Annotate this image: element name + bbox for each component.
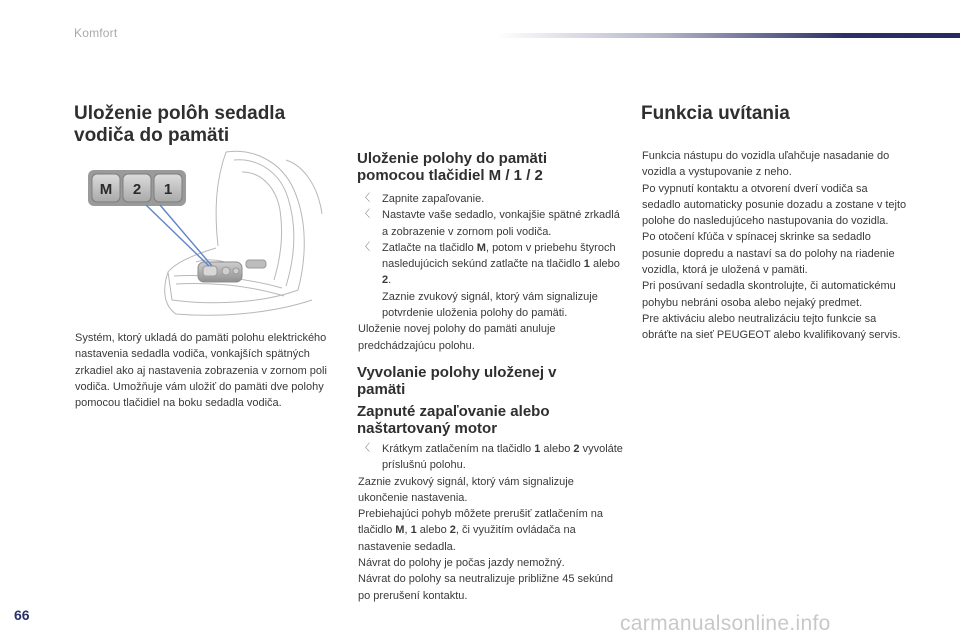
recall-step: 〈 Krátkym zatlačením na tlačidlo 1 alebo 2 vyvoláte príslušnú polohu. — [360, 443, 623, 472]
recall-text-3: Návrat do polohy je počas jazdy nemožný. — [358, 557, 565, 570]
seat-memory-illustration — [76, 150, 324, 318]
page-title-memory: Uloženie polôh sedadla vodiča do pamäti — [74, 103, 286, 146]
save-step-1: 〈 Zapnite zapaľovanie. — [358, 191, 623, 207]
welcome-paragraph: Pri posúvaní sedadla skontrolujte, či automatickému pohybu nebráni osoba alebo nejaký predmet. — [642, 280, 896, 309]
section-label: Komfort — [74, 26, 118, 40]
arrow-bullet-icon: 〈 — [360, 443, 370, 454]
save-step-2: 〈 Nastavte vaše sedadlo, vonkajšie spätné zrkadlá a zobrazenie v zornom poli vodiča. — [360, 209, 620, 238]
welcome-paragraph: Po vypnutí kontaktu a otvorení dverí vodiča sa sedadlo automaticky posunie dozadu a zostane v tejto polohe do nasledujúceho nastupovania do vozidla. — [642, 182, 907, 228]
arrow-bullet-icon: 〈 — [360, 193, 370, 204]
page-number: 66 — [14, 607, 30, 623]
save-heading: Uloženie polohy do pamäti pomocou tlačidiel M / 1 / 2 — [357, 150, 548, 184]
welcome-paragraph: Po otočení kľúča v spínacej skrinke sa sedadlo posunie dopredu a nastaví sa do polohy na riadenie vozidla, ktorá je uložená v pamäti. — [642, 231, 895, 277]
recall-text-1: Zaznie zvukový signál, ktorý vám signalizuje ukončenie nastavenia. — [358, 475, 574, 504]
header-accent-bar — [497, 33, 960, 38]
welcome-paragraph: Pre aktiváciu alebo neutralizáciu tejto funkcie sa obráťte na sieť PEUGEOT alebo kvalifikovaný servis. — [642, 312, 901, 342]
recall-text-4: Návrat do polohy sa neutralizuje približne 45 sekúnd po prerušení kontaktu. — [358, 573, 613, 602]
memory-description: Systém, ktorý ukladá do pamäti polohu elektrického nastavenia sedadla vodiča, vonkajších spätných zrkadiel ako aj nastavenia zobrazenia v zornom poli vodiča. Umožňuje vám uložiť do pamäti dve polohy pomocou tlačidiel na boku sedadla vodiča. — [75, 332, 327, 410]
memory-button-m: M — [99, 181, 113, 198]
welcome-title: Funkcia uvítania — [641, 103, 790, 124]
arrow-bullet-icon: 〈 — [360, 209, 370, 221]
arrow-bullet-icon: 〈 — [360, 241, 370, 253]
recall-text-2: Prebiehajúci pohyb môžete prerušiť zatlačením na tlačidlo M, 1 alebo 2, či využitím ovládača na nastavenie sedadla. — [358, 508, 604, 553]
save-instructions — [358, 191, 623, 354]
recall-subheading: Zapnuté zapaľovanie alebo naštartovaný motor — [357, 403, 550, 437]
recall-heading: Vyvolanie polohy uloženej v pamäti — [357, 364, 557, 398]
memory-button-2: 2 — [132, 181, 142, 198]
save-note: Uloženie novej polohy do pamäti anuluje predchádzajúcu polohu. — [358, 323, 556, 352]
watermark: carmanualsonline.info — [620, 612, 831, 635]
save-step-3: 〈 Zatlačte na tlačidlo M, potom v priebehu štyroch nasledujúcich sekúnd zatlačte na tlačidlo 1 alebo 2. — [360, 241, 620, 287]
memory-button-1: 1 — [163, 181, 173, 198]
welcome-paragraph: Funkcia nástupu do vozidla uľahčuje nasadanie do vozidla a vystupovanie z neho. — [642, 150, 890, 179]
recall-instructions — [358, 441, 623, 604]
save-step-3-note: Zaznie zvukový signál, ktorý vám signalizuje potvrdenie uloženia polohy do pamäti. — [382, 290, 598, 320]
welcome-description — [642, 148, 908, 344]
